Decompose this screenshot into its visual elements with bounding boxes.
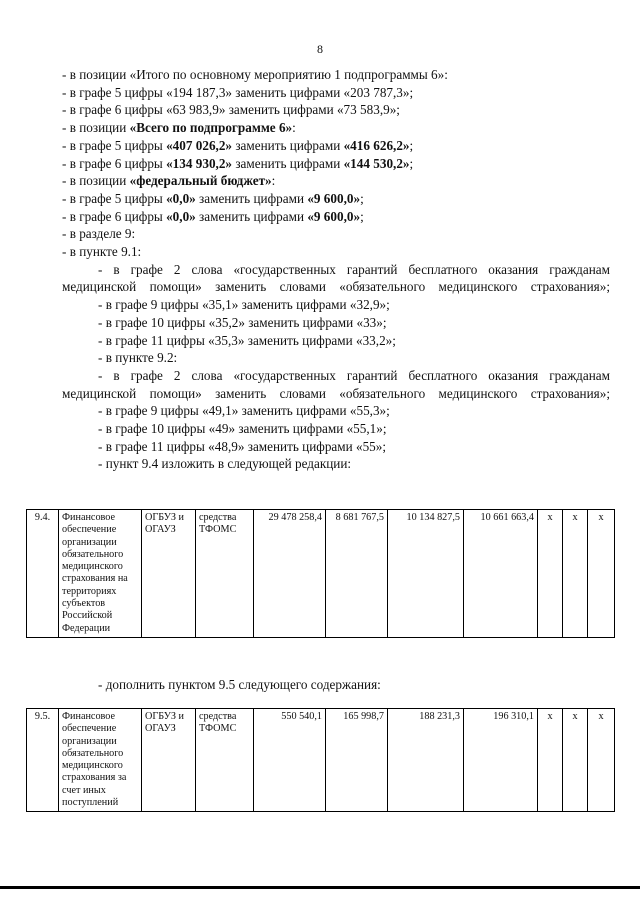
cell-x: x (588, 510, 615, 638)
text-line: - в графе 6 цифры «63 983,9» заменить цифрами «73 583,9»; (62, 102, 400, 118)
table-row (27, 510, 615, 638)
cell-year-3: 196 310,1 (464, 709, 538, 812)
bold-text: «федеральный бюджет» (129, 173, 272, 189)
bold-text: «0,0» (166, 190, 196, 206)
cell-x: x (588, 709, 615, 812)
text-line: - в пункте 9.1: (62, 244, 142, 260)
cell-year-2: 10 134 827,5 (388, 510, 464, 638)
table-row (27, 709, 615, 812)
text-span: : (271, 173, 276, 189)
text-line: - в графе 5 цифры «194 187,3» заменить цифрами «203 787,3»; (62, 84, 414, 100)
text-span: - в графе 6 цифры (62, 208, 167, 224)
text-line: - в графе 11 цифры «48,9» заменить цифрами «55»; (98, 438, 387, 454)
text-span: ; (360, 190, 364, 206)
text-span: ; (409, 137, 414, 153)
bold-text: «416 626,2» (343, 137, 410, 153)
text-line: - в графе 9 цифры «49,1» заменить цифрами «55,3»; (98, 403, 390, 419)
bold-text: «9 600,0» (307, 190, 361, 206)
text-span: - в графе 5 цифры (62, 190, 167, 206)
text-span: - в графе 6 цифры (62, 155, 167, 171)
page-number: 8 (317, 42, 323, 56)
amendment-text (62, 66, 610, 473)
text-line: - в позиции «Итого по основному мероприятию 1 подпрограммы 6»: (62, 67, 448, 82)
text-span: заменить цифрами (232, 155, 344, 171)
table-row-9-5 (26, 708, 615, 812)
cell-total: 29 478 258,4 (254, 510, 326, 638)
paragraph: - в графе 2 слова «государственных гарантий бесплатного оказания гражданам медицинской помощи» заменить словами «обязательного медицинского страхования»; (62, 367, 610, 401)
cell-source: средства ТФОМС (196, 709, 254, 812)
cell-year-1: 8 681 767,5 (326, 510, 388, 638)
text-span: - в позиции (62, 120, 130, 136)
text-line: - пункт 9.4 изложить в следующей редакции: (98, 456, 352, 472)
bold-text: «144 530,2» (343, 155, 410, 171)
text-line: - в разделе 9: (62, 226, 136, 242)
text-line (62, 208, 610, 226)
text-line: - в графе 9 цифры «35,1» заменить цифрами «32,9»; (98, 297, 390, 313)
footer-rule (0, 886, 640, 889)
cell-x: x (563, 709, 588, 812)
instruction-line: - дополнить пунктом 9.5 следующего содержания: (98, 677, 381, 692)
text-line (62, 137, 610, 155)
text-line: - в графе 10 цифры «35,2» заменить цифрами «33»; (98, 314, 387, 330)
text-line: - в пункте 9.2: (98, 350, 178, 366)
cell-year-2: 188 231,3 (388, 709, 464, 812)
bold-text: «134 930,2» (166, 155, 233, 171)
text-line (62, 172, 610, 190)
text-span: : (292, 120, 296, 136)
cell-name: Финансовое обеспечение организации обязательного медицинского страхования на территориях субъектов Российской Федерации (59, 510, 142, 638)
cell-total: 550 540,1 (254, 709, 326, 812)
cell-x: x (538, 709, 563, 812)
text-span: - в позиции (62, 173, 130, 189)
text-line (62, 119, 610, 137)
text-span: заменить цифрами (232, 137, 344, 153)
cell-x: x (538, 510, 563, 638)
text-span: заменить цифрами (195, 190, 308, 206)
bold-text: «Всего по подпрограмме 6» (129, 120, 293, 136)
text-span: - в графе 5 цифры (62, 137, 167, 153)
cell-number: 9.5. (27, 709, 59, 812)
text-span: ; (360, 208, 364, 224)
bold-text: «407 026,2» (166, 137, 233, 153)
text-line (62, 190, 610, 208)
cell-executor: ОГБУЗ и ОГАУЗ (142, 709, 196, 812)
cell-source: средства ТФОМС (196, 510, 254, 638)
cell-name: Финансовое обеспечение организации обязательного медицинского страхования за счет иных поступлений (59, 709, 142, 812)
cell-year-1: 165 998,7 (326, 709, 388, 812)
cell-executor: ОГБУЗ и ОГАУЗ (142, 510, 196, 638)
text-line: - в графе 11 цифры «35,3» заменить цифрами «33,2»; (98, 332, 396, 348)
bold-text: «0,0» (166, 208, 196, 224)
text-line: - в графе 10 цифры «49» заменить цифрами «55,1»; (98, 421, 387, 437)
cell-x: x (563, 510, 588, 638)
cell-year-3: 10 661 663,4 (464, 510, 538, 638)
paragraph: - в графе 2 слова «государственных гарантий бесплатного оказания гражданам медицинской помощи» заменить словами «обязательного медицинского страхования»; (62, 261, 610, 295)
table-row-9-4 (26, 509, 615, 638)
text-line (62, 155, 610, 173)
bold-text: «9 600,0» (307, 208, 361, 224)
text-span: ; (409, 155, 414, 171)
text-span: заменить цифрами (195, 208, 308, 224)
cell-number: 9.4. (27, 510, 59, 638)
